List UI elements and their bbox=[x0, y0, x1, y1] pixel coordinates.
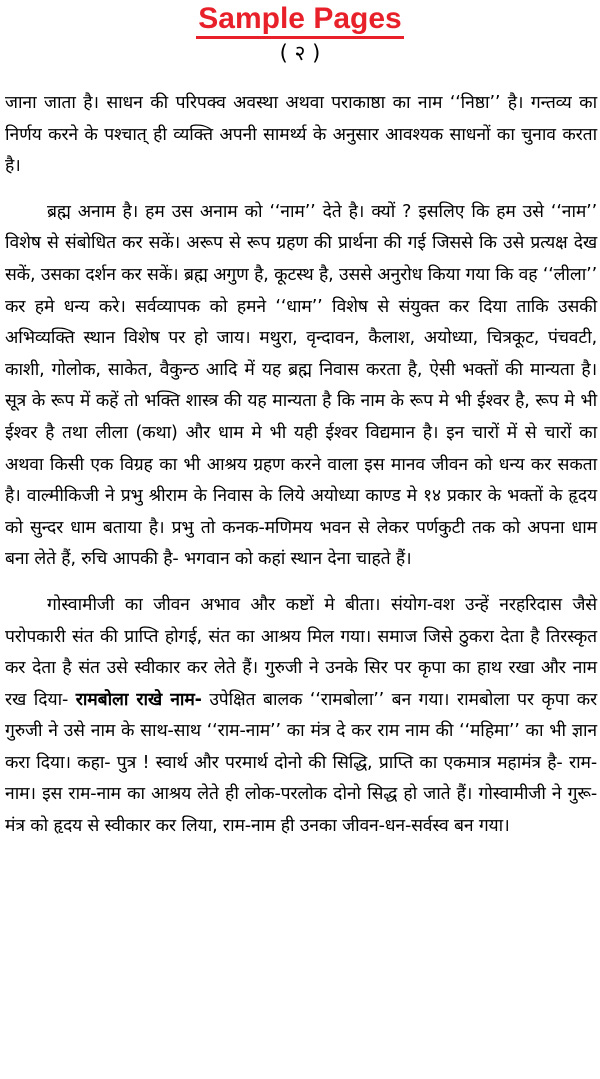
sample-pages-title: Sample Pages bbox=[196, 2, 403, 39]
paragraph-3 bbox=[5, 590, 597, 843]
paragraph-3-text-before: गोस्वामीजी का जीवन अभाव और कष्टों मे बीता। संयोग-वश उन्हें नरहरिदास जैसे परोपकारी संत की प्राप्ति होगई, संत का आश्रय मिल गया। समाज जिसे ठुकरा देता है तिरस्कृत कर देता है संत उसे स्वीकार कर लेते हैं। गुरुजी ने उनके सिर पर कृपा का हाथ रखा और नाम रख दिया- bbox=[5, 594, 597, 710]
paragraph-3-text-after: उपेक्षित बालक ‘‘रामबोला’’ बन गया। रामबोला पर कृपा कर गुरुजी ने उसे नाम के साथ-साथ ‘‘राम-नाम’’ का मंत्र दे कर राम नाम की ‘‘महिमा’’ का भी ज्ञान करा दिया। कहा- पुत्र ! स्वार्थ और परमार्थ दोनो की सिद्धि, प्राप्ति का एकमात्र महामंत्र है- राम-नाम। इस राम-नाम का आश्रय लेते ही लोक-परलोक दोनो सिद्ध हो जाते हैं। गोस्वामीजी ने गुरू-मंत्र को हृदय से स्वीकार कर लिया, राम-नाम ही उनका जीवन-धन-सर्वस्व बन गया। bbox=[5, 689, 598, 837]
paragraph-3-bold-phrase: रामबोला राखे नाम- bbox=[75, 689, 202, 710]
page-number: ( २ ) bbox=[279, 41, 321, 65]
paragraph-2: ब्रह्म अनाम है। हम उस अनाम को ‘‘नाम’’ देते है। क्यों ? इसलिए कि हम उसे ‘‘नाम’’ विशेष से संबोधित कर सकें। अरूप से रूप ग्रहण की प्रार्थना की गई जिससे कि उसे प्रत्यक्ष देख सकें, उसका दर्शन कर सकें। ब्रह्म अगुण है, कूटस्थ है, उससे अनुरोध किया गया कि वह ‘‘लीला’’ कर हमे धन्य करे। सर्वव्यापक को हमने ‘‘धाम’’ विशेष से संयुक्त कर दिया ताकि उसकी अभिव्यक्ति स्थान विशेष पर हो जाय। मथुरा, वृन्दावन, कैलाश, अयोध्या, चित्रकूट, पंचवटी, काशी, गोलोक, साकेत, वैकुन्ठ आदि में यह ब्रह्म निवास करता है, ऐसी भक्तों की मान्यता है। सूत्र के रूप में कहें तो भक्ति शास्त्र की यह मान्यता है कि नाम के रूप मे भी ईश्वर है, रूप मे भी ईश्वर है तथा लीला (कथा) और धाम मे भी यही ईश्वर विद्यमान है। इन चारों में से चारों का अथवा किसी एक विग्रह का भी आश्रय ग्रहण करने वाला इस मानव जीवन को धन्य कर सकता है। वाल्मीकिजी ने प्रभु श्रीराम के निवास के लिये अयोध्या काण्ड मे १४ प्रकार के भक्तों के हृदय को सुन्दर धाम बताया है। प्रभु तो कनक-मणिमय भवन से लेकर पर्णकुटी तक को अपना धाम बना लेते हैं, रुचि आपकी है- भगवान को कहां स्थान देना चाहते हैं। bbox=[5, 201, 597, 570]
paragraph-1: जाना जाता है। साधन की परिपक्व अवस्था अथवा पराकाष्ठा का नाम ‘‘निष्ठा’’ है। गन्तव्य का निर्णय करने के पश्चात् ही व्यक्ति अपनी सामर्थ्य के अनुसार आवश्यक साधनों का चुनाव करता है। bbox=[5, 93, 597, 177]
page-header bbox=[0, 0, 600, 39]
body-text bbox=[5, 88, 597, 843]
